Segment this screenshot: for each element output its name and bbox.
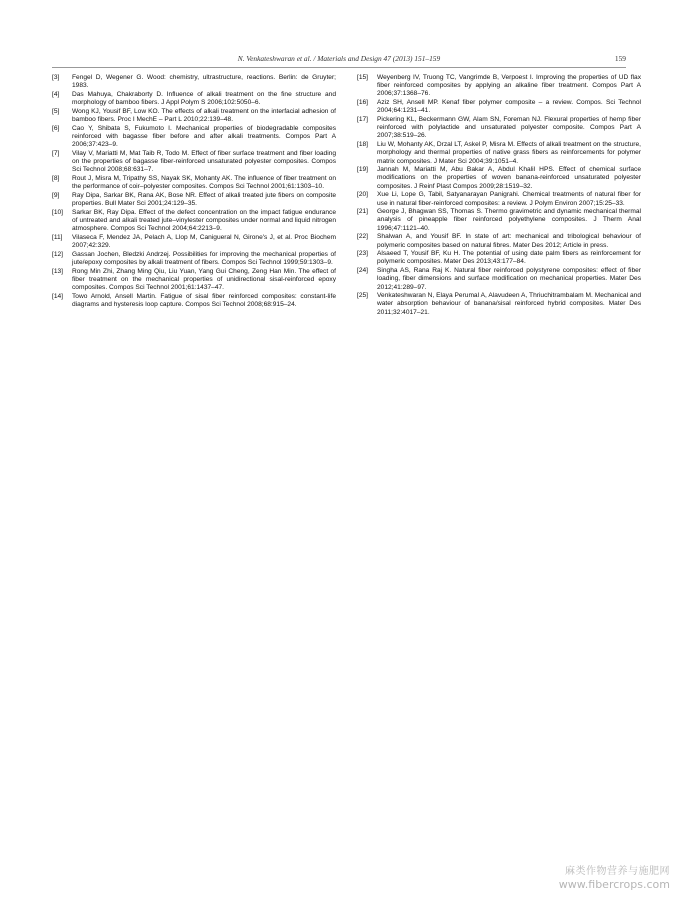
reference-entry (357, 292, 641, 317)
reference-number: [15] (357, 74, 368, 81)
reference-number: [18] (357, 141, 368, 149)
reference-number: [16] (357, 99, 368, 107)
references-right-column (357, 74, 641, 317)
journal-citation: N. Venkateshwaran et al. / Materials and Design 47 (2013) 151–159 (237, 54, 441, 63)
reference-number: [21] (357, 208, 368, 216)
reference-entry (357, 116, 641, 141)
reference-number: [13] (52, 267, 63, 275)
reference-text: Cao Y, Shibata S, Fukumoto I. Mechanical properties of biodegradable composites reinforced with bagasse fiber before and after alkali treatments. Compos Part A 2006;37:423–9. (72, 124, 336, 149)
watermark-url: www.fibercrops.com (558, 878, 670, 891)
reference-number: [25] (357, 292, 368, 300)
reference-text: Fengel D, Wegener G. Wood: chemistry, ultrastructure, reactions. Berlin: de Gruyter; 1983. (72, 74, 336, 90)
reference-text: Rong Min Zhi, Zhang Ming Qiu, Liu Yuan, Yang Gui Cheng, Zeng Han Min. The effect of fiber treatment on the mechanical properties of unidirectional sisal-reinforced epoxy composites. Compos Sci Technol 2001;61:1437–47. (72, 267, 336, 292)
reference-number: [8] (52, 174, 60, 182)
watermark-site-name: 麻类作物营养与施肥网 (565, 866, 670, 877)
reference-text: Jannah M, Mariatti M, Abu Bakar A, Abdul Khalil HPS. Effect of chemical surface modifications on the properties of woven banana-reinforced unsaturated polyester composites. J Reinf Plast Compos 2009;28:1519–32. (377, 166, 641, 190)
watermark (559, 862, 670, 891)
reference-entry (52, 234, 336, 250)
reference-entry (357, 250, 641, 266)
header-divider (52, 67, 626, 68)
reference-text: Das Mahuya, Chakraborty D. Influence of alkali treatment on the fine structure and morphology of bamboo fibers. J Appl Polym S 2006;102:5050–6. (72, 90, 336, 107)
reference-entry (52, 268, 336, 293)
reference-text: Liu W, Mohanty AK, Drzal LT, Askel P, Misra M. Effects of alkali treatment on the structure, morphology and thermal properties of native grass fibers as reinforcements for polymer matrix composites. J Mater Sci 2004;39:1051–4. (377, 141, 641, 165)
reference-number: [17] (357, 116, 368, 124)
reference-text: Vilay V, Mariatti M, Mat Taib R, Todo M. Effect of fiber surface treatment and fiber loading on the properties of bagasse fiber-reinforced unsaturated polyester composites. Compos Sci Technol 2008;68:631–7. (72, 149, 336, 174)
reference-text: Aziz SH, Ansell MP. Kenaf fiber polymer composite – a review. Compos. Sci Technol 2004;64:1231–41. (377, 99, 641, 115)
reference-entry (52, 74, 336, 90)
page-number: 159 (614, 54, 626, 63)
reference-number: [19] (357, 166, 368, 174)
reference-entry (52, 91, 336, 107)
reference-number: [4] (52, 90, 60, 98)
reference-text: Wong KJ, Yousif BF, Low KO. The effects of alkali treatment on the interfacial adhesion of bamboo fibers. Proc I MechE – Part L 2010;22:139–48. (72, 107, 336, 124)
reference-entry (357, 141, 641, 166)
reference-number: [14] (52, 292, 63, 300)
reference-entry (357, 74, 641, 99)
reference-text: George J, Bhagwan SS, Thomas S. Thermo gravimetric and dynamic mechanical thermal analysis of pineapple fiber reinforced polyethylene composites. J Therm Anal 1996;47:1121–40. (377, 208, 641, 232)
reference-number: [5] (52, 107, 60, 115)
reference-text: Sarkar BK, Ray Dipa. Effect of the defect concentration on the impact fatigue endurance of untreated and alkali treated jute–vinylester composites under normal and liquid nitrogen atmosphere. Compos Sci Technol 2004;64:2213–9. (72, 208, 336, 233)
reference-entry (52, 108, 336, 124)
reference-number: [22] (357, 233, 368, 241)
reference-text: Ray Dipa, Sarkar BK, Rana AK, Bose NR. Effect of alkali treated jute fibers on composite properties. Bull Mater Sci 2001;24:129–35. (72, 191, 336, 208)
reference-text: Singha AS, Rana Raj K. Natural fiber reinforced polystyrene composites: effect of fiber loading, fiber dimensions and surface modification on mechanical properties. Mater Des 2012;41:289–97. (377, 267, 641, 291)
reference-entry (52, 125, 336, 150)
reference-number: [9] (52, 191, 60, 199)
reference-text: Weyenberg IV, Truong TC, Vangrimde B, Verpoest I. Improving the properties of UD flax fiber reinforced composites by applying an alkaline fiber treatment. Compos Part A 2006;37:1368–76. (377, 74, 641, 98)
reference-text: Venkateshwaran N, Elaya Perumal A, Alavudeen A, Thriuchitrambalam M. Mechanical and water absorption behaviour of banana/sisal reinforced hybrid composites. Mater Des 2011;32:4017–21. (377, 292, 641, 316)
reference-text: Shalwan A, and Yousif BF. In state of art: mechanical and tribological behaviour of polymeric composites based on natural fibres. Mater Des 2012; Article in press. (377, 233, 641, 249)
running-header (52, 54, 626, 68)
reference-entry (52, 209, 336, 234)
reference-entry (357, 166, 641, 191)
reference-number: [12] (52, 250, 63, 258)
reference-entry (52, 175, 336, 191)
reference-number: [24] (357, 267, 368, 275)
reference-text: Xue Li, Lope G, Tabil, Satyanarayan Panigrahi. Chemical treatments of natural fiber for use in natural fiber-reinforced composites: a review. J Polym Environ 2007;15:25–33. (377, 191, 641, 207)
reference-text: Rout J, Misra M, Tripathy SS, Nayak SK, Mohanty AK. The influence of fiber treatment on the performance of coir–polyester composites. Compos Sci Technol 2001;61:1303–10. (72, 174, 336, 191)
reference-entry (52, 150, 336, 175)
reference-entry (357, 99, 641, 115)
reference-number: [11] (52, 233, 63, 241)
reference-number: [10] (52, 208, 63, 216)
references-left-column (52, 74, 336, 310)
reference-entry (52, 251, 336, 267)
reference-text: Gassan Jochen, Bledzki Andrzej. Possibilities for improving the mechanical properties of jute/epoxy composites by alkali treatment of fibers. Compos Sci Technol 1999;59:1303–9. (72, 250, 336, 266)
reference-entry (357, 267, 641, 292)
reference-entry (357, 191, 641, 207)
reference-number: [7] (52, 149, 60, 157)
reference-number: [23] (357, 250, 368, 258)
reference-entry (52, 293, 336, 309)
reference-entry (357, 208, 641, 233)
reference-entry (52, 192, 336, 208)
reference-text: Alsaeed T, Yousif BF, Ku H. The potential of using date palm fibers as reinforcement for polymeric composites. Mater Des 2013;43:177–84. (377, 250, 641, 266)
reference-number: [20] (357, 191, 368, 199)
reference-number: [3] (52, 74, 60, 81)
reference-number: [6] (52, 124, 60, 132)
reference-text: Pickering KL, Beckermann GW, Alam SN, Foreman NJ. Flexural properties of hemp fiber reinforced with polylactide and unsaturated polyester composite. Compos Part A 2007;38:519–26. (377, 116, 641, 140)
reference-text: Towo Arnold, Ansell Martin. Fatigue of sisal fiber reinforced composites: constant-life diagrams and hysteresis loop capture. Compos Sci Technol 2008;68:915–24. (72, 292, 336, 308)
reference-text: Vilaseca F, Mendez JA, Pelach A, Llop M, Canigueral N, Girone's J, et al. Proc Biochem 2007;42:329. (72, 233, 336, 250)
reference-entry (357, 233, 641, 249)
